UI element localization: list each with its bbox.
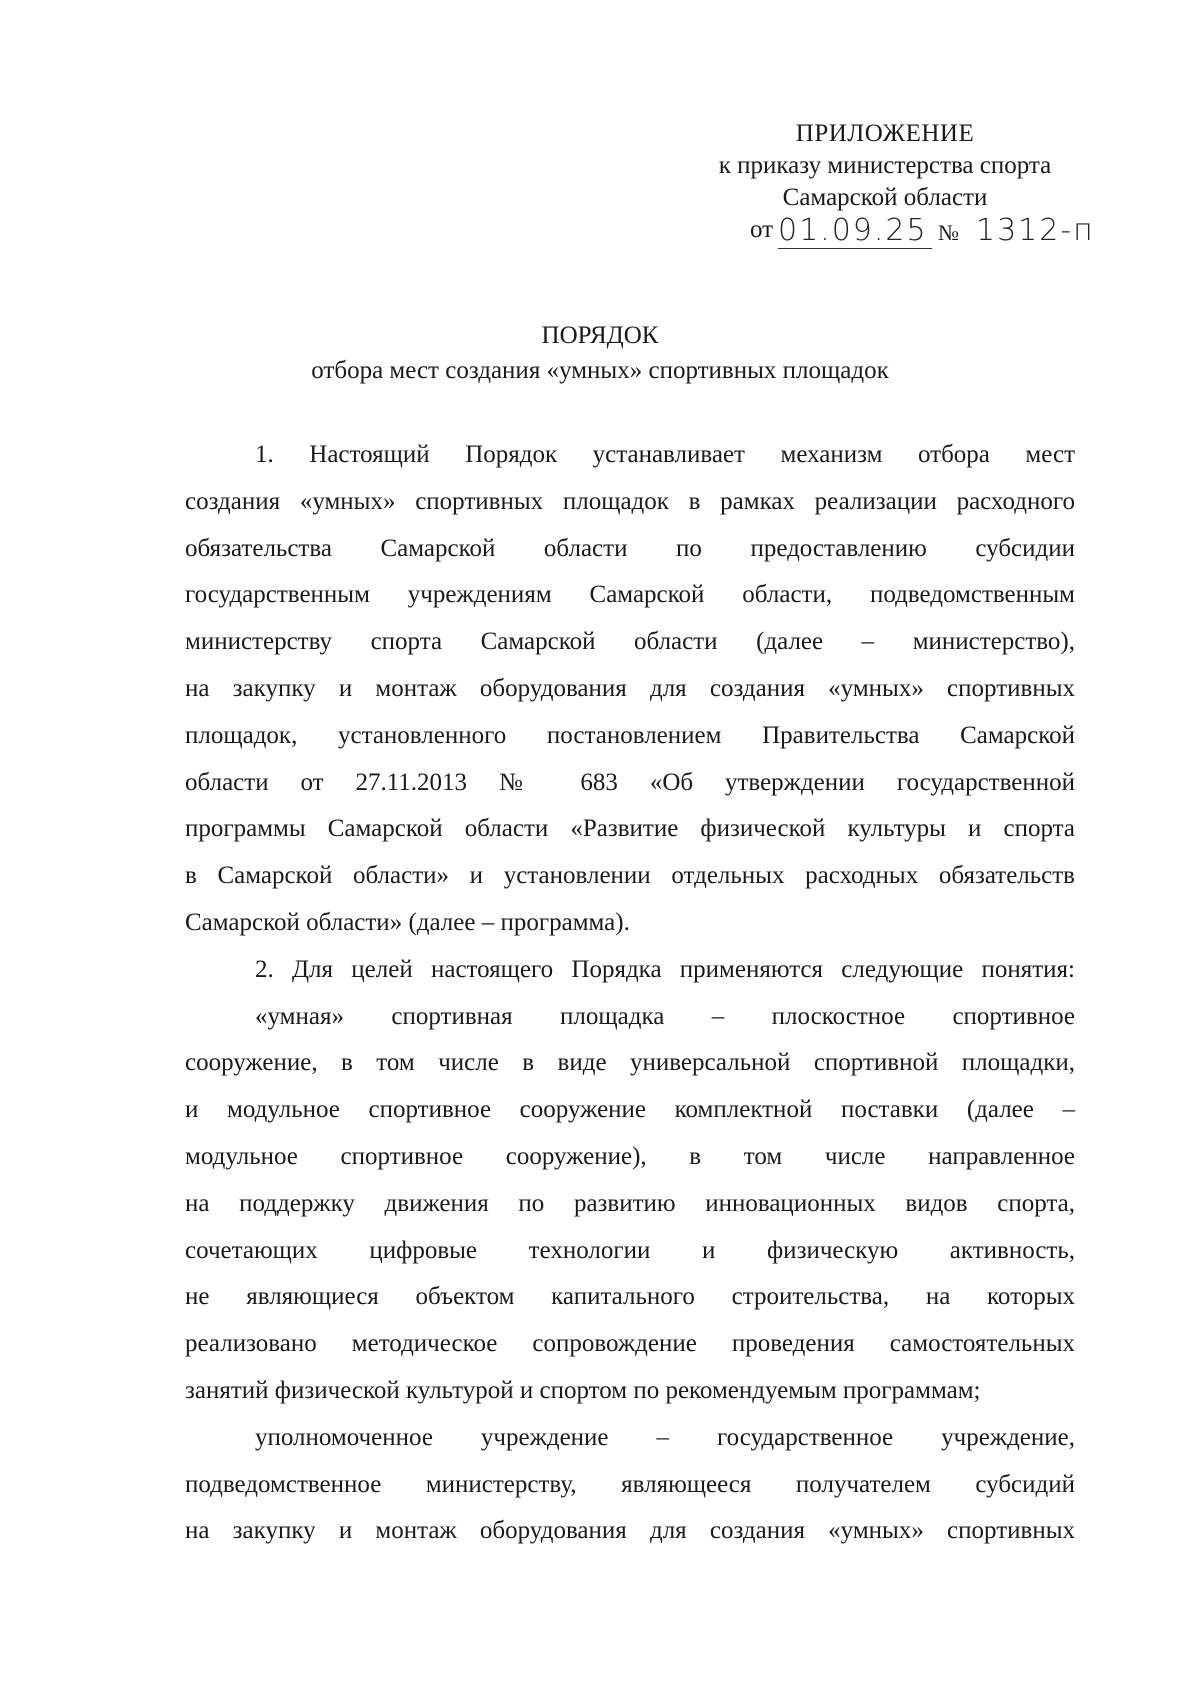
paragraph-2-line: 2. Для целей настоящего Порядка применяются следующие понятия:: [255, 955, 1075, 983]
paragraph-1-line: государственным учреждениям Самарской области, подведомственным: [185, 581, 1075, 609]
paragraph-1-line: на закупку и монтаж оборудования для создания «умных» спортивных: [185, 674, 1075, 702]
number-label: №: [938, 220, 959, 245]
paragraph-1-line: в Самарской области» и установлении отдельных расходных обязательств: [185, 862, 1075, 890]
paragraph-1-line: обязательства Самарской области по предоставлению субсидии: [185, 534, 1075, 562]
definition-smart-ground-line: не являющиеся объектом капитального строительства, на которых: [185, 1283, 1075, 1311]
definition-smart-ground-line: на поддержку движения по развитию инновационных видов спорта,: [185, 1189, 1075, 1217]
definition-authorized-institution-line: на закупку и монтаж оборудования для создания «умных» спортивных: [185, 1517, 1075, 1545]
definition-smart-ground-line: реализовано методическое сопровождение проведения самостоятельных: [185, 1330, 1075, 1358]
document-subtitle: отбора мест создания «умных» спортивных площадок: [311, 357, 889, 384]
document-title: ПОРЯДОК: [541, 322, 659, 349]
definition-authorized-institution-line: уполномоченное учреждение – государственное учреждение,: [255, 1423, 1075, 1451]
appendix-title: ПРИЛОЖЕНИЕ: [795, 120, 975, 147]
paragraph-1-line: 1. Настоящий Порядок устанавливает механизм отбора мест: [255, 441, 1075, 468]
definition-smart-ground-line: сооружение, в том числе в виде универсальной спортивной площадки,: [185, 1049, 1075, 1077]
definition-smart-ground-line: модульное спортивное сооружение), в том числе направленное: [185, 1142, 1075, 1170]
document-body: [185, 432, 1075, 1555]
date-label: от: [750, 216, 774, 243]
paragraph-1-line: области от 27.11.2013 № 683 «Об утверждении государственной: [185, 768, 1075, 796]
appendix-line-region: Самарской области: [782, 184, 988, 211]
paragraph-1-line: министерству спорта Самарской области (далее – министерство),: [185, 628, 1075, 656]
order-date-number: [690, 213, 1095, 250]
paragraph-1-line: создания «умных» спортивных площадок в рамках реализации расходного: [185, 487, 1075, 515]
paragraph-1-line: программы Самарской области «Развитие физической культуры и спорта: [185, 815, 1075, 843]
appendix-line-order: к приказу министерства спорта: [718, 152, 1052, 179]
definition-smart-ground-line: «умная» спортивная площадка – плоскостное спортивное: [255, 1002, 1075, 1030]
definition-smart-ground-line: сочетающих цифровые технологии и физическую активность,: [185, 1236, 1075, 1264]
paragraph-1-line: Самарской области» (далее – программа).: [185, 908, 630, 936]
handwritten-number: 1312-п: [976, 213, 1095, 248]
paragraph-1-line: площадок, установленного постановлением Правительства Самарской: [185, 721, 1075, 749]
handwritten-date: 01.09.25: [778, 214, 932, 249]
definition-authorized-institution-line: подведомственное министерству, являющееся получателем субсидий: [185, 1470, 1075, 1498]
definition-smart-ground-line: и модульное спортивное сооружение комплектной поставки (далее –: [185, 1096, 1075, 1124]
appendix-header: [690, 118, 1095, 250]
definition-smart-ground-line: занятий физической культурой и спортом по рекомендуемым программам;: [185, 1376, 981, 1404]
